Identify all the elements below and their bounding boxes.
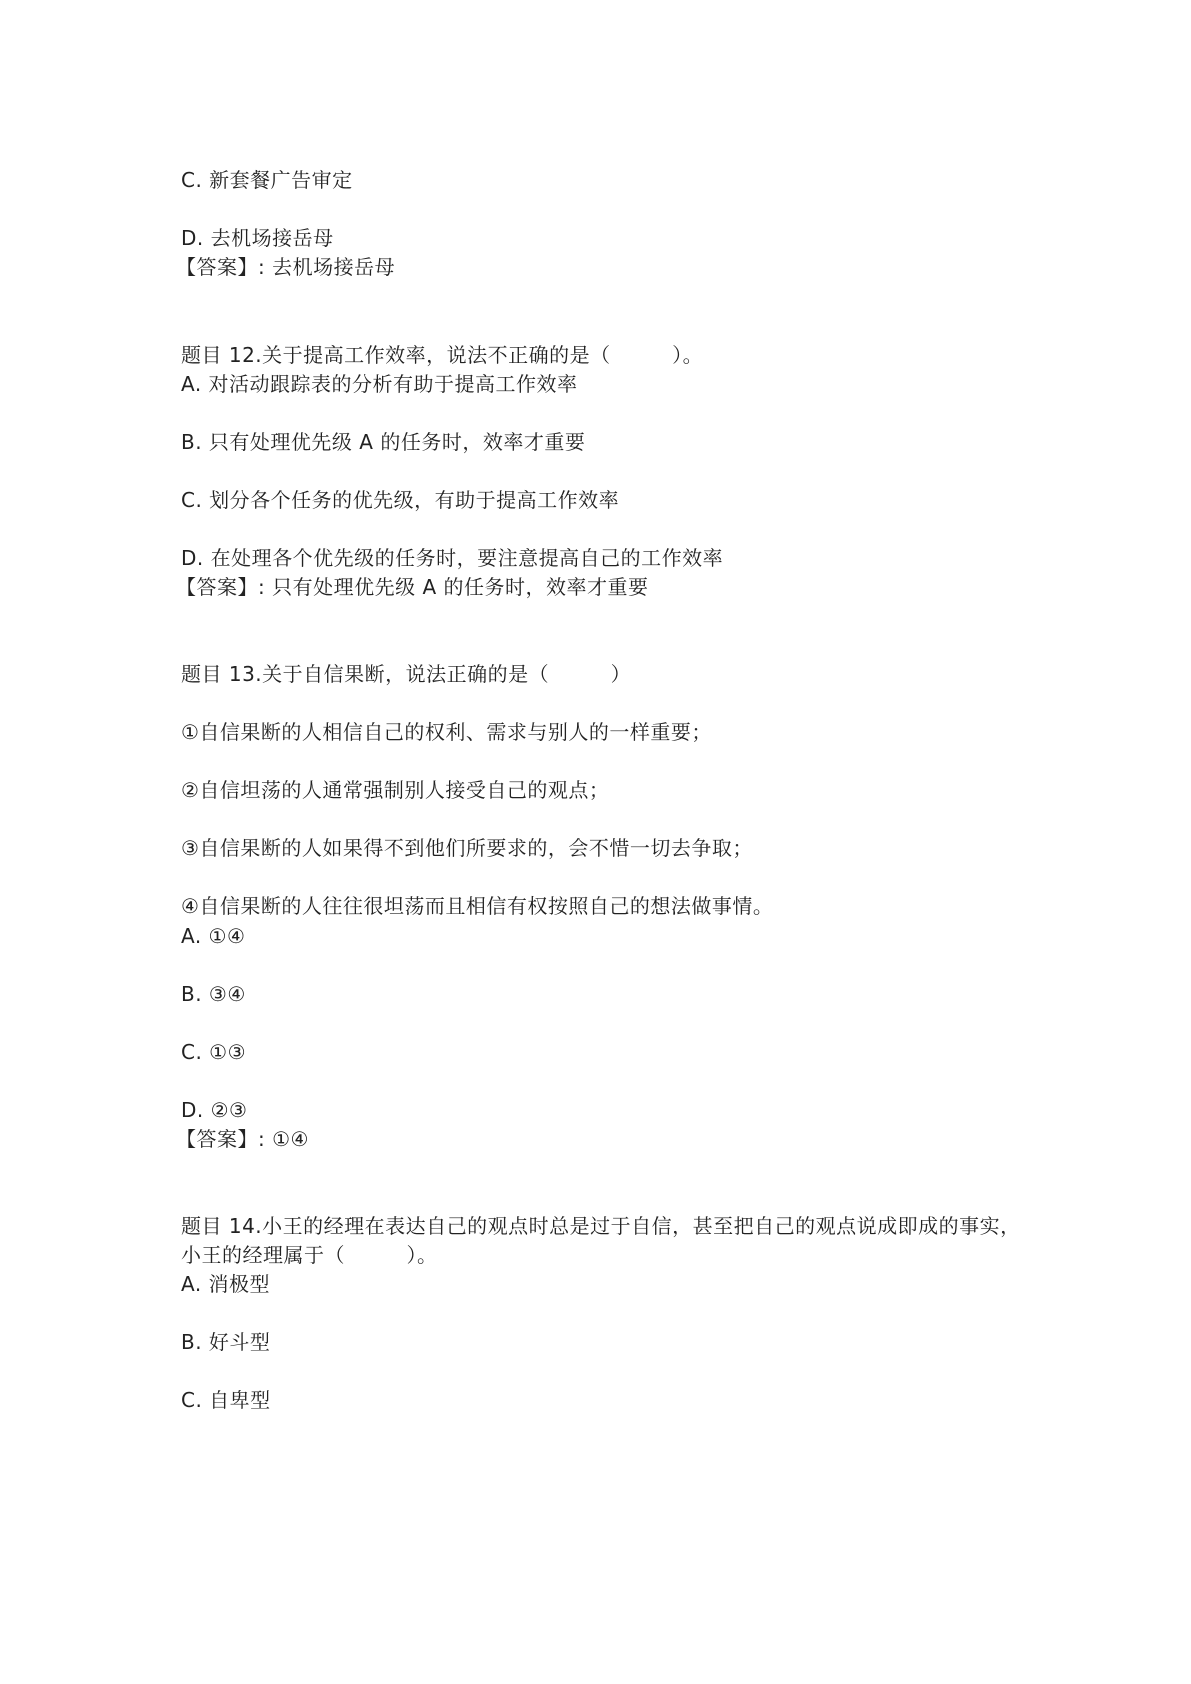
q14-option-c: C. 自卑型 [181, 1388, 271, 1412]
q13-option-d: D. ②③ [181, 1098, 248, 1122]
q12-option-a: A. 对活动跟踪表的分析有助于提高工作效率 [181, 372, 578, 396]
q14-stem-line-2: 小王的经理属于（ ）。 [181, 1243, 438, 1267]
q12-option-c: C. 划分各个任务的优先级，有助于提高工作效率 [181, 488, 620, 512]
q12-answer: 【答案】: 只有处理优先级 A 的任务时，效率才重要 [176, 575, 649, 599]
q12-option-b: B. 只有处理优先级 A 的任务时，效率才重要 [181, 430, 586, 454]
q13-statement-2: ②自信坦荡的人通常强制别人接受自己的观点； [181, 778, 610, 802]
q14-stem-line-1: 题目 14.小王的经理在表达自己的观点时总是过于自信，甚至把自己的观点说成即成的事实， [181, 1214, 1021, 1238]
q13-answer: 【答案】: ①④ [176, 1127, 309, 1151]
q13-option-c: C. ①③ [181, 1040, 247, 1064]
q11-answer: 【答案】: 去机场接岳母 [176, 255, 396, 279]
q14-option-b: B. 好斗型 [181, 1330, 271, 1354]
q13-statement-4: ④自信果断的人往往很坦荡而且相信有权按照自己的想法做事情。 [181, 894, 774, 918]
q13-stem: 题目 13.关于自信果断，说法正确的是（ ） [181, 662, 632, 686]
q11-option-c: C. 新套餐广告审定 [181, 168, 353, 192]
q14-option-a: A. 消极型 [181, 1272, 271, 1296]
q11-option-d: D. 去机场接岳母 [181, 226, 334, 250]
q13-statement-1: ①自信果断的人相信自己的权利、需求与别人的一样重要； [181, 720, 712, 744]
q13-statement-3: ③自信果断的人如果得不到他们所要求的，会不惜一切去争取； [181, 836, 753, 860]
q13-option-a: A. ①④ [181, 924, 246, 948]
q13-option-b: B. ③④ [181, 982, 246, 1006]
q12-stem: 题目 12.关于提高工作效率，说法不正确的是（ ）。 [181, 343, 704, 367]
q12-option-d: D. 在处理各个优先级的任务时，要注意提高自己的工作效率 [181, 546, 724, 570]
